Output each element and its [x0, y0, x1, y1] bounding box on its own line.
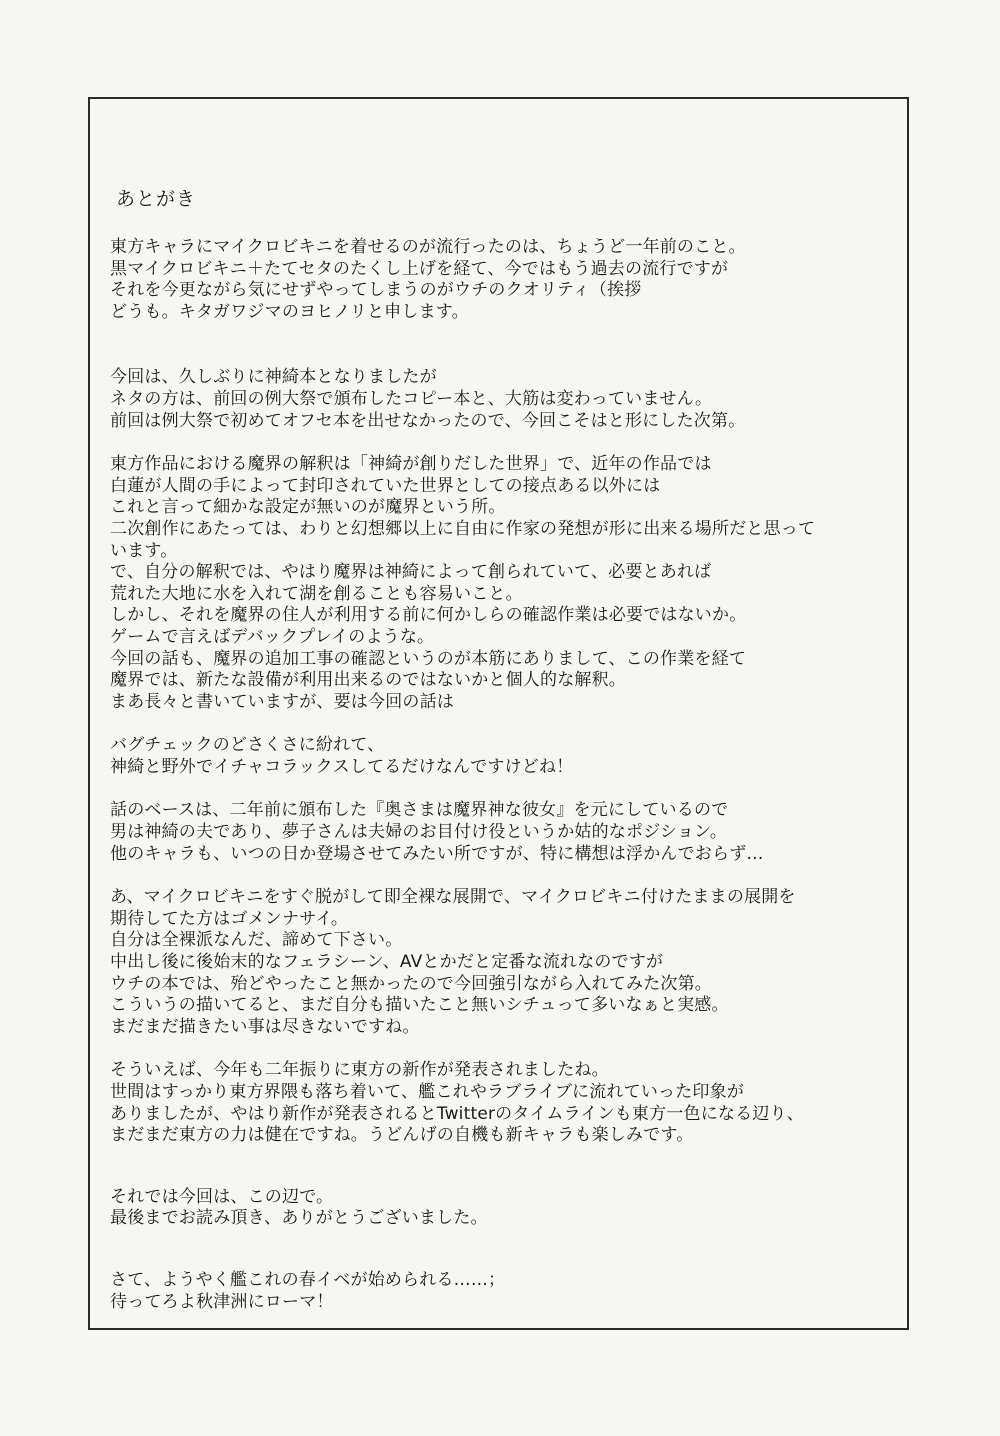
text-line: 今回は、久しぶりに神綺本となりましたが [110, 367, 437, 388]
paragraph-8 [110, 1187, 900, 1230]
text-line: 白蓮が人間の手によって封印されていた世界としての接点ある以外には [110, 475, 661, 496]
paragraph-9 [110, 1270, 900, 1313]
text-line: バグチェックのどさくさに紛れて、 [110, 735, 385, 756]
text-line: ゲームで言えばデバックプレイのような。 [110, 626, 435, 647]
text-line: 二次創作にあたっては、わりと幻想郷以上に自由に作家の発想が形に出来る場所だと思って [110, 518, 816, 539]
text-line: こういうの描いてると、まだ自分も描いたこと無いシチュって多いなぁと実感。 [110, 995, 729, 1016]
paragraph-3 [110, 454, 900, 713]
paragraph-2 [110, 367, 900, 432]
paragraph-gap [110, 778, 900, 800]
text-line: 今回の話も、魔界の追加工事の確認というのが本筋にありまして、この作業を経て [110, 648, 747, 669]
paragraph-4 [110, 735, 900, 778]
text-line: 最後までお読み頂き、ありがとうございました。 [110, 1208, 488, 1229]
paragraph-gap [110, 1038, 900, 1060]
text-line: まだまだ描きたい事は尽きないですね。 [110, 1016, 420, 1037]
text-line: 待ってろよ秋津洲にローマ！ [110, 1291, 334, 1312]
text-line: それでは今回は、この辺で。 [110, 1186, 334, 1207]
text-line: ネタの方は、前回の例大祭で頒布したコピー本と、大筋は変わっていません。 [110, 388, 713, 409]
text-line: しかし、それを魔界の住人が利用する前に何かしらの確認作業は必要ではないか。 [110, 605, 747, 626]
text-line: どうも。キタガワジマのヨヒノリと申します。 [110, 301, 469, 322]
text-line: で、自分の解釈では、やはり魔界は神綺によって創られていて、必要とあれば [110, 562, 712, 583]
paragraph-gap [110, 1147, 900, 1187]
text-line: 自分は全裸派なんだ、諦めて下さい。 [110, 930, 403, 951]
text-line: 期待してた方はゴメンナサイ。 [110, 908, 349, 929]
text-line: 黒マイクロビキニ＋たてセタのたくし上げを経て、今ではもう過去の流行ですが [110, 258, 729, 279]
text-line: 中出し後に後始末的なフェラシーン、AVとかだと定番な流れなのですが [110, 952, 664, 973]
text-line: まあ長々と書いていますが、要は今回の話は [110, 691, 454, 712]
text-line: 他のキャラも、いつの日か登場させてみたい所ですが、特に構想は浮かんでおらず… [110, 843, 764, 864]
text-line: あ、マイクロビキニをすぐ脱がして即全裸な展開で、マイクロビキニ付けたままの展開を [110, 887, 796, 908]
paragraph-7 [110, 1060, 900, 1146]
text-line: 話のベースは、二年前に頒布した『奥さまは魔界神な彼女』を元にしているので [110, 800, 729, 821]
text-line: さて、ようやく艦これの春イベが始められる……； [110, 1269, 506, 1290]
text-line: これと言って細かな設定が無いのが魔界という所。 [110, 497, 506, 518]
text-line: います。 [110, 540, 178, 561]
paragraph-gap [110, 865, 900, 887]
text-line: 東方キャラにマイクロビキニを着せるのが流行ったのは、ちょうど一年前のこと。 [110, 237, 746, 257]
paragraph-6 [110, 887, 900, 1038]
text-line: 神綺と野外でイチャコラックスしてるだけなんですけどね！ [110, 756, 574, 777]
paragraph-gap [110, 1230, 900, 1270]
paragraph-gap [110, 432, 900, 454]
text-line: 荒れた大地に水を入れて湖を創ることも容易いこと。 [110, 583, 523, 604]
paragraph-gap [110, 713, 900, 735]
text-line: ありましたが、やはり新作が発表されるとTwitterのタイムラインも東方一色になる辺り、 [110, 1103, 804, 1124]
text-line: そういえば、今年も二年振りに東方の新作が発表されましたね。 [110, 1060, 609, 1081]
paragraph-gap [110, 323, 900, 367]
text-line: 東方作品における魔界の解釈は「神綺が創りだした世界」で、近年の作品では [110, 454, 712, 475]
page-title: あとがき [116, 188, 197, 210]
paragraph-1 [110, 237, 900, 323]
paragraph-5 [110, 800, 900, 865]
text-line: ウチの本では、殆どやったこと無かったので今回強引ながら入れてみた次第。 [110, 973, 712, 994]
text-line: 世間はすっかり東方界隈も落ち着いて、艦これやラブライブに流れていった印象が [110, 1082, 745, 1102]
text-line: 魔界では、新たな設備が利用出来るのではないかと個人的な解釈。 [110, 670, 626, 691]
text-line: それを今更ながら気にせずやってしまうのがウチのクオリティ（挨拶 [110, 280, 642, 301]
text-line: 男は神綺の夫であり、夢子さんは夫婦のお目付け役というか姑的なポジション。 [110, 822, 728, 843]
text-line: 前回は例大祭で初めてオフセ本を出せなかったので、今回こそはと形にした次第。 [110, 410, 746, 431]
text-line: まだまだ東方の力は健在ですね。うどんげの自機も新キャラも楽しみです。 [110, 1125, 694, 1146]
afterword-body [110, 237, 900, 1313]
